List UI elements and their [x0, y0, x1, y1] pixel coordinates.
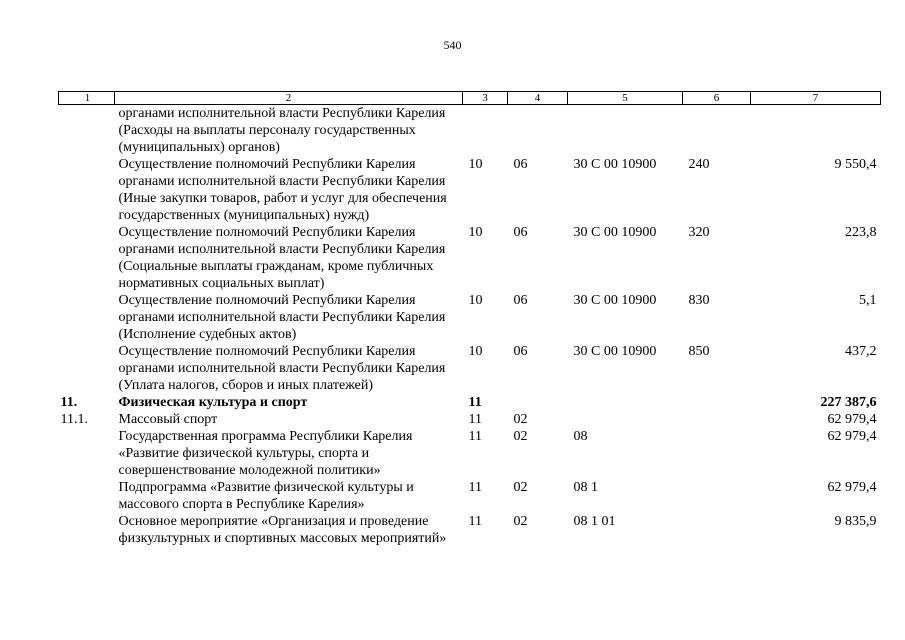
row-subsection-code: 06	[513, 293, 528, 308]
row-amount: 223,8	[845, 225, 877, 240]
row-subsection-code: 02	[513, 429, 528, 444]
row-subsection-code: 06	[513, 225, 528, 240]
row-target-article: 30 С 00 10900	[573, 225, 657, 240]
row-target-article	[568, 411, 683, 428]
column-header-2: 2	[115, 92, 463, 105]
row-name: Осуществление полномочий Республики Карелия органами исполнительной власти Республики Карелия (Исполнение судебных актов)	[118, 293, 446, 342]
row-section-code: 11	[468, 395, 482, 410]
row-subsection-code: 02	[513, 480, 528, 495]
row-number	[59, 513, 115, 547]
row-subsection-code: 06	[513, 344, 528, 359]
row-subsection-code	[508, 394, 568, 411]
table-row	[59, 428, 881, 479]
row-number	[59, 343, 115, 394]
row-expense-type	[683, 513, 751, 547]
row-subsection-code	[508, 105, 568, 157]
row-number: 11.	[60, 395, 78, 410]
row-name: Физическая культура и спорт	[118, 395, 308, 410]
row-number	[59, 292, 115, 343]
row-amount: 227 387,6	[820, 395, 877, 410]
row-amount: 437,2	[845, 344, 877, 359]
column-header-4: 4	[508, 92, 568, 105]
row-expense-type: 240	[688, 157, 710, 172]
row-section-code: 10	[468, 293, 483, 308]
row-section-code: 10	[468, 225, 483, 240]
row-expense-type: 830	[688, 293, 710, 308]
row-target-article: 30 С 00 10900	[573, 293, 657, 308]
row-number	[59, 105, 115, 157]
table-row	[59, 394, 881, 411]
row-section-code: 10	[468, 344, 483, 359]
row-number	[59, 224, 115, 292]
table-row	[59, 224, 881, 292]
row-name: Подпрограмма «Развитие физической культуры и массового спорта в Республике Карелия»	[118, 480, 414, 512]
row-amount: 62 979,4	[827, 429, 877, 444]
column-header-3: 3	[463, 92, 508, 105]
row-amount	[751, 105, 881, 157]
row-expense-type: 320	[688, 225, 710, 240]
table-row	[59, 105, 881, 157]
row-amount: 62 979,4	[827, 412, 877, 427]
row-amount: 62 979,4	[827, 480, 877, 495]
row-expense-type	[683, 394, 751, 411]
row-name: Осуществление полномочий Республики Карелия органами исполнительной власти Республики Карелия (Социальные выплаты гражданам, кроме публичных нормативных социальных выплат)	[118, 225, 446, 291]
row-expense-type	[683, 479, 751, 513]
row-number	[59, 428, 115, 479]
column-header-1: 1	[59, 92, 115, 105]
table-row	[59, 292, 881, 343]
row-name: органами исполнительной власти Республики Карелия (Расходы на выплаты персоналу государственных (муниципальных) органов)	[118, 106, 446, 155]
row-number	[59, 156, 115, 224]
table-row	[59, 156, 881, 224]
row-name: Государственная программа Республики Карелия «Развитие физической культуры, спорта и совершенствование молодежной политики»	[118, 429, 413, 478]
row-target-article	[568, 394, 683, 411]
row-number: 11.1.	[60, 412, 88, 427]
row-target-article: 08 1 01	[573, 514, 616, 529]
row-target-article: 08	[573, 429, 588, 444]
table-row	[59, 343, 881, 394]
row-name: Основное мероприятие «Организация и проведение физкультурных и спортивных массовых мероприятий»	[118, 514, 447, 546]
column-header-7: 7	[751, 92, 881, 105]
row-subsection-code: 02	[513, 412, 528, 427]
row-name: Осуществление полномочий Республики Карелия органами исполнительной власти Республики Карелия (Иные закупки товаров, работ и услуг для обеспечения государственных (муниципальных) нужд)	[118, 157, 447, 223]
row-section-code	[463, 105, 508, 157]
table-row	[59, 479, 881, 513]
table-row	[59, 411, 881, 428]
row-subsection-code: 02	[513, 514, 528, 529]
row-target-article: 30 С 00 10900	[573, 157, 657, 172]
row-section-code: 10	[468, 157, 483, 172]
row-number	[59, 479, 115, 513]
row-target-article	[568, 105, 683, 157]
row-amount: 9 835,9	[834, 514, 877, 529]
row-section-code: 11	[468, 514, 482, 529]
column-header-6: 6	[683, 92, 751, 105]
row-target-article: 08 1	[573, 480, 598, 495]
row-expense-type	[683, 411, 751, 428]
row-expense-type	[683, 105, 751, 157]
row-section-code: 11	[468, 480, 482, 495]
row-section-code: 11	[468, 412, 482, 427]
row-subsection-code: 06	[513, 157, 528, 172]
column-header-5: 5	[568, 92, 683, 105]
budget-table	[58, 91, 881, 547]
page-number: 540	[443, 38, 462, 52]
row-name: Осуществление полномочий Республики Карелия органами исполнительной власти Республики Карелия (Уплата налогов, сборов и иных платежей)	[118, 344, 446, 393]
table-row	[59, 513, 881, 547]
row-amount: 5,1	[859, 293, 877, 308]
row-name: Массовый спорт	[118, 412, 218, 427]
row-section-code: 11	[468, 429, 482, 444]
table-header-row	[59, 92, 881, 105]
row-expense-type: 850	[688, 344, 710, 359]
row-expense-type	[683, 428, 751, 479]
row-target-article: 30 С 00 10900	[573, 344, 657, 359]
row-amount: 9 550,4	[834, 157, 877, 172]
